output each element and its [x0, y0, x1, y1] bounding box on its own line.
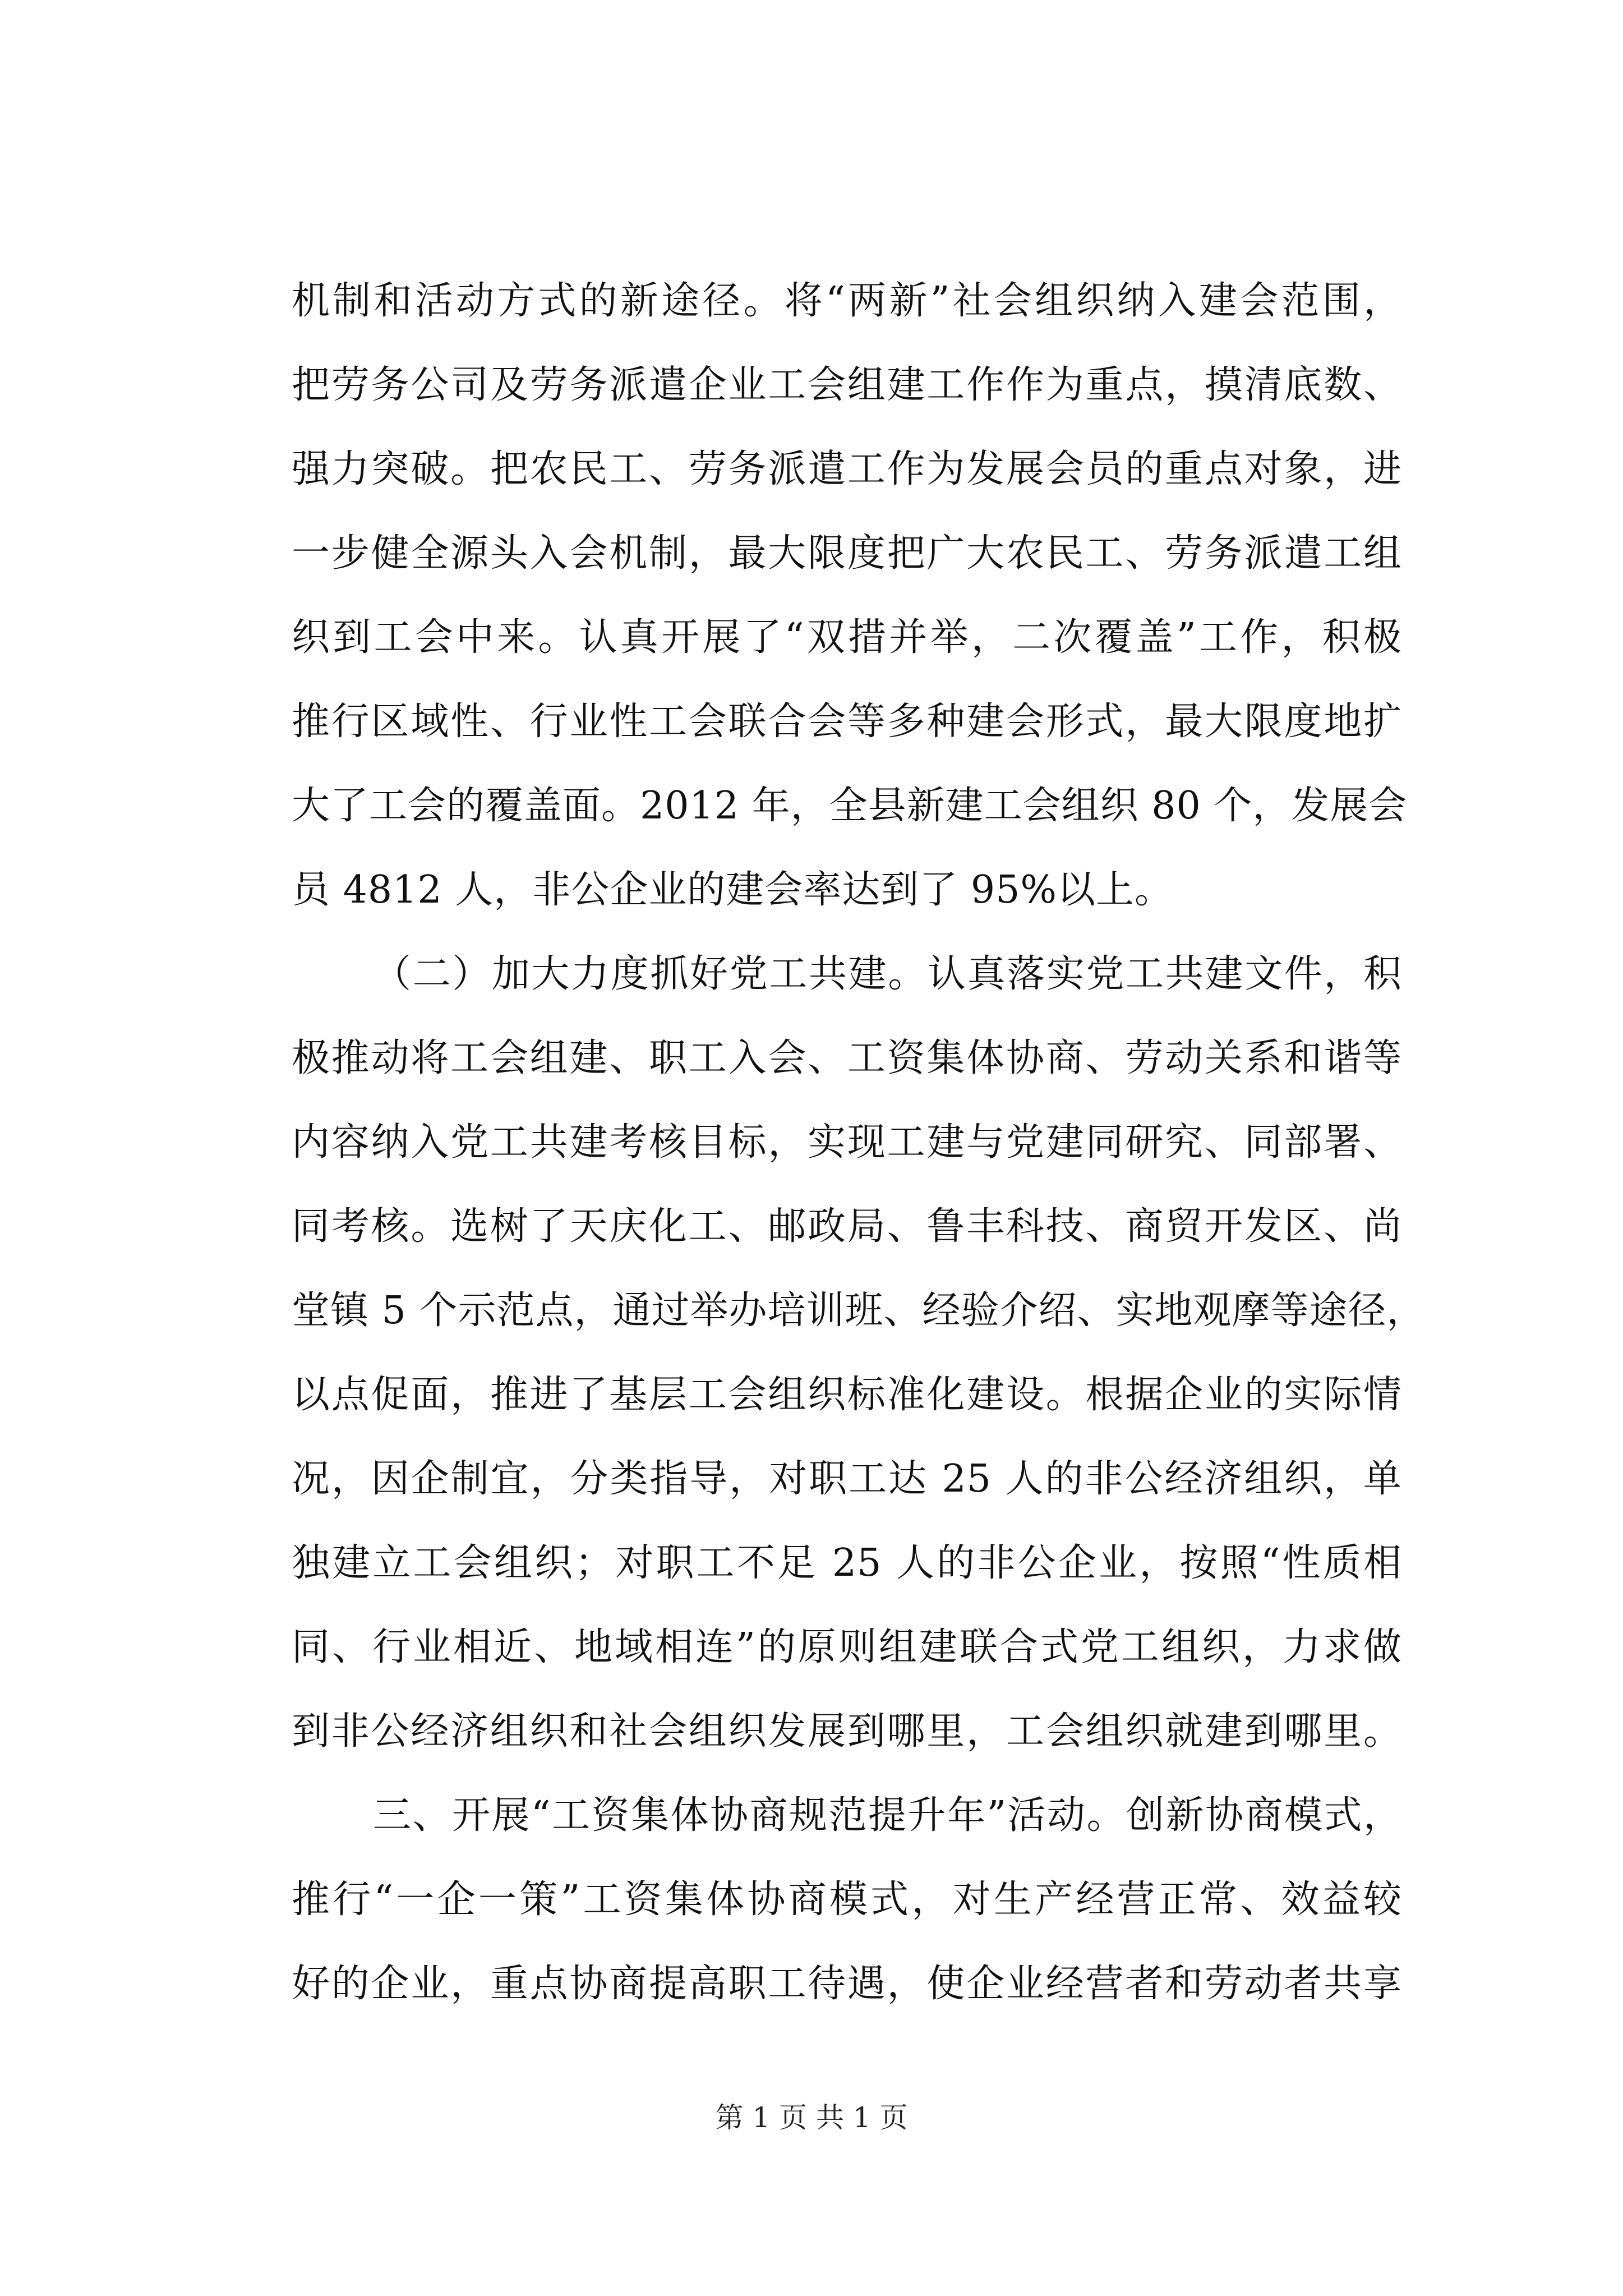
text-line: 况，因企制宜，分类指导，对职工达 25 人的非公经济组织，单: [292, 1457, 1402, 1501]
text-line: 极推动将工会组建、职工入会、工资集体协商、劳动关系和谐等: [292, 1036, 1402, 1080]
paragraph-first-line: （二）加大力度抓好党工共建。认真落实党工共建文件，积: [373, 952, 1402, 996]
text-line: 同、行业相近、地域相连”的原则组建联合式党工组织，力求做: [292, 1625, 1402, 1669]
text-line: 织到工会中来。认真开展了“双措并举，二次覆盖”工作，积极: [292, 615, 1402, 660]
page-number-label: 第 1 页 共 1 页: [715, 2101, 908, 2134]
text-line: 机制和活动方式的新途径。将“两新”社会组织纳入建会范围，: [292, 279, 1402, 323]
text-line: 同考核。选树了天庆化工、邮政局、鲁丰科技、商贸开发区、尚: [292, 1204, 1402, 1249]
paragraph-first-line: 三、开展“工资集体协商规范提升年”活动。创新协商模式，: [373, 1793, 1402, 1838]
text-line: 强力突破。把农民工、劳务派遣工作为发展会员的重点对象，进: [292, 447, 1402, 491]
text-line: 把劳务公司及劳务派遣企业工会组建工作作为重点，摸清底数、: [292, 363, 1402, 407]
body-text: [292, 259, 1426, 2026]
text-line: 独建立工会组织；对职工不足 25 人的非公企业，按照“性质相: [292, 1541, 1402, 1585]
text-line: 以点促面，推进了基层工会组织标准化建设。根据企业的实际情: [292, 1373, 1402, 1417]
text-line: 推行区域性、行业性工会联合会等多种建会形式，最大限度地扩: [292, 700, 1402, 744]
text-line: 大了工会的覆盖面。2012 年，全县新建工会组织 80 个，发展会: [292, 784, 1408, 828]
page-footer: [0, 2101, 1623, 2134]
text-line: 一步健全源头入会机制，最大限度把广大农民工、劳务派遣工组: [292, 531, 1402, 576]
text-line: 到非公经济组织和社会组织发展到哪里，工会组织就建到哪里。: [292, 1709, 1402, 1754]
text-line: 内容纳入党工共建考核目标，实现工建与党建同研究、同部署、: [292, 1120, 1402, 1165]
text-line: 员 4812 人，非公企业的建会率达到了 95%以上。: [292, 868, 1174, 912]
text-line: 好的企业，重点协商提高职工待遇，使企业经营者和劳动者共享: [292, 1962, 1402, 2006]
text-line: 堂镇 5 个示范点，通过举办培训班、经验介绍、实地观摩等途径，: [292, 1289, 1426, 1333]
text-line: 推行“一企一策”工资集体协商模式，对生产经营正常、效益较: [292, 1878, 1402, 1922]
